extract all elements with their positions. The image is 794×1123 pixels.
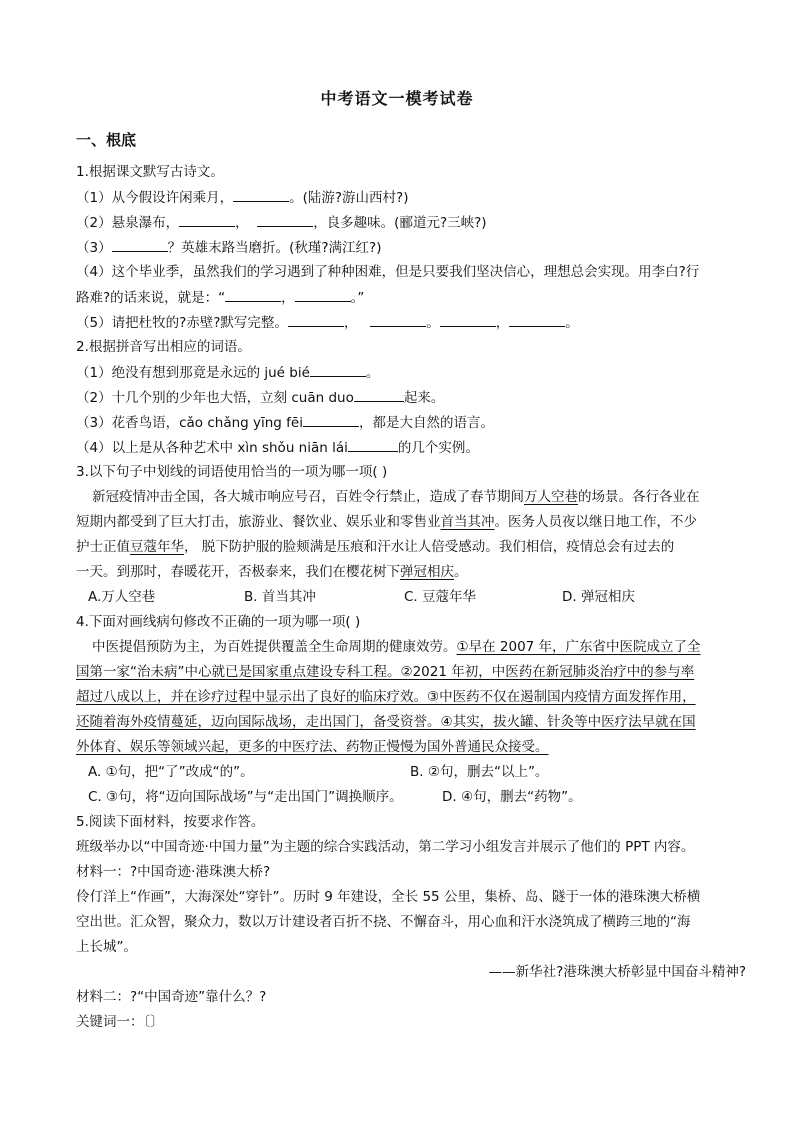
underlined-word: 首当其冲 <box>440 514 495 530</box>
q4-underlined-line: 外体育、娱乐等领域兴起，更多的中医疗法、药物正慢慢为国外普通民众接受。 <box>76 739 549 755</box>
answer-blank[interactable] <box>233 187 289 202</box>
question-5-stem: 5.阅读下面材料，按要求作答。 <box>76 814 265 830</box>
q4-option-c[interactable]: C. ③句，将“迈向国际战场”与“走出国门”调换顺序。 <box>88 789 403 805</box>
q3-option-d[interactable]: D. 弹冠相庆 <box>562 589 635 605</box>
q4-underlined-line: 超过八成以上，并在诊疗过程中显示出了良好的临床疗效。③中医药不仅在遏制国内疫情方面发挥作用， <box>76 689 696 705</box>
material-1-title: 材料一：?中国奇迹·港珠澳大桥? <box>76 864 271 880</box>
material-1-source: ——新华社?港珠澳大桥彰显中国奋斗精神? <box>488 964 746 980</box>
q3-paragraph-line: 护士正值豆蔻年华， 脱下防护服的脸颊满是压痕和汗水让人倍受感动。我们相信，疫情总会有过去的 <box>76 539 675 555</box>
page-title: 中考语文一模考试卷 <box>320 89 474 108</box>
q4-option-d[interactable]: D. ④句，删去“药物”。 <box>442 789 582 805</box>
q3-option-b[interactable]: B. 首当其冲 <box>244 589 316 605</box>
q4-underlined-line: 国第一家“治未病”中心就已是国家重点建设专科工程。②2021 年初，中医药在新冠肺炎治疗中的参与率 <box>76 664 695 680</box>
question-4-stem: 4.下面对画线病句修改不正确的一项为哪一项( ) <box>76 614 361 630</box>
q4-underlined-line: 还随着海外疫情蔓延，迈向国际战场，走出国门，备受资誉。④其实，拔火罐、针灸等中医疗法早就在国 <box>76 714 696 730</box>
keyword-1: 关键词一：〔〕 <box>76 1014 164 1030</box>
material-1-text: 伶仃洋上“作画”，大海深处“穿针”。历时 9 年建设，全长 55 公里，集桥、岛、隧于一体的港珠澳大桥横 <box>76 889 701 905</box>
underlined-word: 豆蔻年华 <box>130 539 184 555</box>
answer-blank[interactable] <box>440 312 496 327</box>
question-3-stem: 3.以下句子中划线的词语使用恰当的一项为哪一项( ) <box>76 464 388 480</box>
answer-blank[interactable] <box>295 287 351 302</box>
q2-line-4: （4）以上是从各种艺术中 xìn shǒu niān lái 的几个实例。 <box>76 437 479 458</box>
underlined-word: 万人空巷 <box>524 489 578 505</box>
q3-paragraph-line: 短期内都受到了巨大打击，旅游业、餐饮业、娱乐业和零售业首当其冲。医务人员夜以继日地工作，不少 <box>76 514 697 530</box>
q2-line-1: （1）绝没有想到那竟是永远的 jué bié 。 <box>76 362 379 383</box>
answer-blank[interactable] <box>348 437 398 452</box>
answer-blank[interactable] <box>310 362 366 377</box>
q5-intro: 班级举办以“中国奇迹·中国力量”为主题的综合实践活动，第二学习小组发言并展示了他们的 PPT 内容。 <box>76 839 695 855</box>
answer-blank[interactable] <box>354 387 404 402</box>
q3-option-c[interactable]: C. 豆蔻年华 <box>404 589 477 605</box>
q4-paragraph-line: 中医提倡预防为主，为百姓提供覆盖全生命周期的健康效劳。①早在 2007 年，广东省中医院成立了全 <box>92 639 701 655</box>
q3-paragraph-line: 一天。到那时，春暖花开，否极泰来，我们在樱花树下弹冠相庆。 <box>76 564 468 580</box>
q4-option-a[interactable]: A. ①句，把“了”改成“的”。 <box>88 764 254 780</box>
q1-line-4-cont: 路难?的话来说，就是：“ ， 。” <box>76 287 364 308</box>
material-2-title: 材料二：?“中国奇迹”靠什么？? <box>76 989 267 1005</box>
q2-line-3: （3）花香鸟语，cǎo chǎng yīng fēi ，都是大自然的语言。 <box>76 412 494 433</box>
answer-blank[interactable] <box>257 212 313 227</box>
q1-line-4: （4）这个毕业季，虽然我们的学习遇到了种种困难，但是只要我们坚决信心，理想总会实现。用李白?行 <box>76 264 700 280</box>
q1-line-5: （5）请把杜牧的?赤壁?默写完整。 ， 。 ， 。 <box>76 312 579 333</box>
material-1-text: 上长城”。 <box>76 939 137 955</box>
q1-line-2: （2）悬泉瀑布， ， ，良多趣味。(郦道元?三峡?) <box>76 212 487 233</box>
q1-line-1: （1）从今假设许闲乘月， 。(陆游?游山西村?) <box>76 187 408 208</box>
answer-blank[interactable] <box>179 212 235 227</box>
q3-paragraph-line: 新冠疫情冲击全国，各大城市响应号召，百姓令行禁止，造成了春节期间万人空巷的场景。各行各业在 <box>92 489 700 505</box>
answer-blank[interactable] <box>225 287 281 302</box>
section-heading: 一、根底 <box>76 131 137 149</box>
question-1-stem: 1.根据课文默写古诗文。 <box>76 164 224 180</box>
answer-blank[interactable] <box>370 312 426 327</box>
q1-line-3: （3） ？英雄末路当磨折。(秋瑾?满江红?) <box>76 237 381 258</box>
answer-blank[interactable] <box>509 312 565 327</box>
answer-blank[interactable] <box>303 412 359 427</box>
answer-blank[interactable] <box>288 312 344 327</box>
q2-line-2: （2）十几个别的少年也大悟，立刻 cuān duo 起来。 <box>76 387 444 408</box>
q4-option-b[interactable]: B. ②句，删去“以上”。 <box>410 764 549 780</box>
q3-option-a[interactable]: A.万人空巷 <box>88 589 156 605</box>
material-1-text: 空出世。汇众智，聚众力，数以万计建设者百折不挠、不懈奋斗，用心血和汗水浇筑成了横跨三地的“海 <box>76 914 691 930</box>
underlined-sentence: ①早在 2007 年，广东省中医院成立了全 <box>456 639 701 655</box>
underlined-word: 弹冠相庆 <box>400 564 454 580</box>
answer-blank[interactable] <box>112 237 168 252</box>
question-2-stem: 2.根据拼音写出相应的词语。 <box>76 339 251 355</box>
